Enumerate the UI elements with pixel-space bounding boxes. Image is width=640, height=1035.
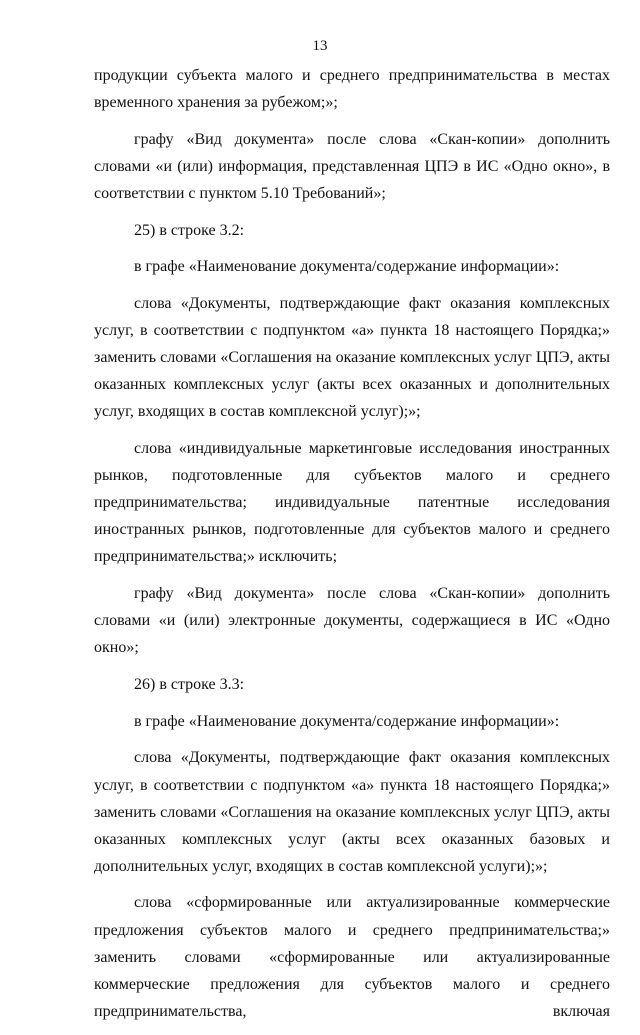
paragraph-exclude-words: слова «индивидуальные маркетинговые исследования иностранных рынков, подготовленные для субъектов малого и среднего предпринимательства; индивидуальные патентные исследования иностранных рынков, подготовленные для субъектов малого и среднего предпринимательства;» исключить;: [94, 440, 610, 566]
paragraph-replace-words: слова «Документы, подтверждающие факт оказания комплексных услуг, в соответствии с подпунктом «а» пункта 18 настоящего Порядка;» заменить словами «Соглашения на оказание комплексных услуг ЦПЭ, акты оказанных комплексных услуг (акты всех оказанных и дополнительных услуг, входящих в состав комплексной услуг);»;: [94, 295, 610, 421]
paragraph-column-name-heading: в графе «Наименование документа/содержание информации»:: [134, 712, 560, 730]
paragraph-row-3-3-heading: 26) в строке 3.3:: [134, 676, 245, 694]
paragraph-continuation: продукции субъекта малого и среднего предпринимательства в местах временного хранения за рубежом;»;: [94, 67, 610, 112]
paragraph-document-type-amendment: графу «Вид документа» после слова «Скан-копии» дополнить словами «и (или) электронные документы, содержащиеся в ИС «Одно окно»;: [94, 585, 610, 657]
page-number: 13: [312, 38, 328, 54]
paragraph-replace-words: слова «сформированные или актуализированные коммерческие предложения субъектов малого и среднего предпринимательства;» заменить словами «сформированные или актуализированные коммерческие предложения для субъектов малого и среднего предпринимательства, включая: [94, 894, 610, 1020]
paragraph-document-type-amendment: графу «Вид документа» после слова «Скан-копии» дополнить словами «и (или) информация, представленная ЦПЭ в ИС «Одно окно», в соответствии с пунктом 5.10 Требований»;: [94, 130, 610, 202]
paragraph-replace-words: слова «Документы, подтверждающие факт оказания комплексных услуг, в соответствии с подпунктом «а» пункта 18 настоящего Порядка;» заменить словами «Соглашения на оказание комплексных услуг ЦПЭ, акты оказанных комплексных услуг (акты всех оказанных базовых и дополнительных услуг, входящих в состав комплексной услуги);»;: [94, 749, 610, 875]
paragraph-column-name-heading: в графе «Наименование документа/содержание информации»:: [134, 258, 560, 276]
document-body: [94, 62, 610, 1035]
paragraph-row-3-2-heading: 25) в строке 3.2:: [134, 221, 245, 239]
